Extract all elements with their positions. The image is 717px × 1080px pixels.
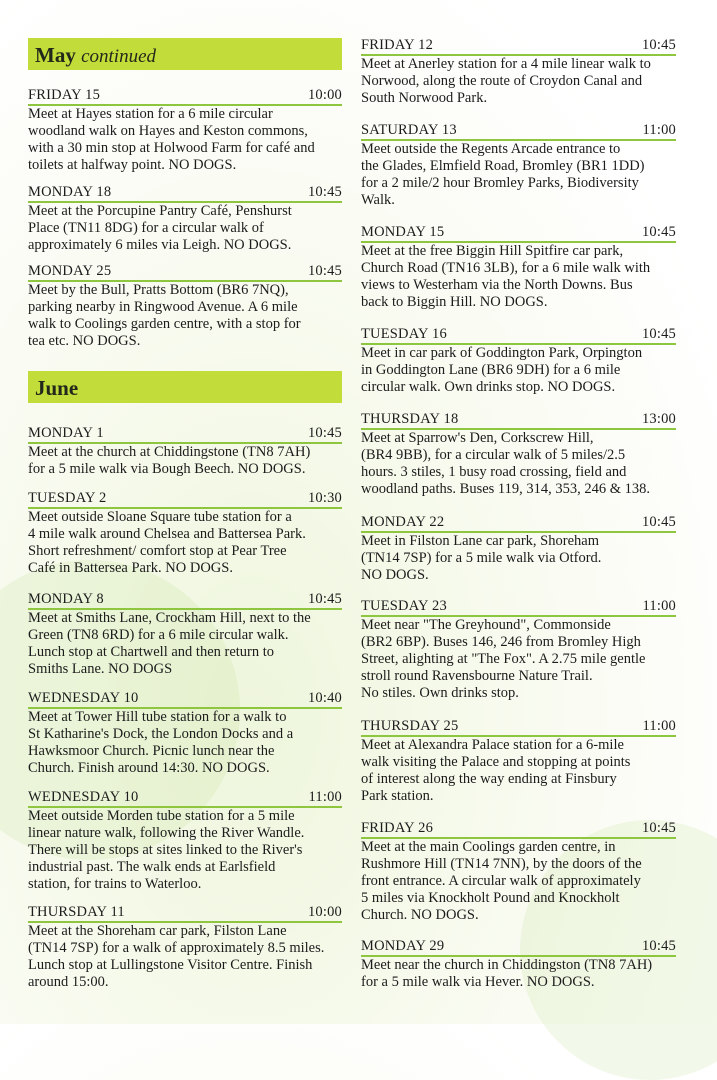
event-day: MONDAY 15 [361,224,445,240]
walk-event [361,718,676,805]
walk-event [28,184,342,254]
event-description: Meet at the free Biggin Hill Spitfire car park, Church Road (TN16 3LB), for a 6 mile walk with views to Westerham via the North Downs. Bus back to Biggin Hill. NO DOGS. [361,243,651,310]
event-description: Meet at the main Coolings garden centre, in Rushmore Hill (TN14 7NN), by the doors of the front entrance. A circular walk of approximately 5 miles via Knockholt Pound and Knockholt Church. NO DOGS. [361,839,642,923]
walk-event [28,425,342,478]
walk-event [28,263,342,350]
month-title: June [35,376,79,400]
walk-event [28,87,342,174]
event-day: FRIDAY 12 [361,37,434,53]
event-description: Meet at Sparrow's Den, Corkscrew Hill, (BR4 9BB), for a circular walk of 5 miles/2.5 hours. 3 stiles, 1 busy road crossing, field and woodland paths. Buses 119, 314, 353, 246 & 138. [361,430,651,497]
event-day: THURSDAY 18 [361,411,459,427]
event-day: MONDAY 1 [28,425,104,441]
event-day: THURSDAY 11 [28,904,125,920]
walk-event [361,122,676,209]
event-time: 10:45 [641,938,676,954]
event-description: Meet at Smiths Lane, Crockham Hill, next to the Green (TN8 6RD) for a 6 mile circular walk. Lunch stop at Chartwell and then return to Smiths Lane. NO DOGS [28,610,311,677]
event-time: 10:00 [307,904,342,920]
event-description: Meet at Alexandra Palace station for a 6-mile walk visiting the Palace and stopping at points of interest along the way ending at Finsbury Park station. [361,737,631,804]
event-time: 10:45 [307,425,342,441]
walk-event [28,490,342,577]
walk-event [361,598,676,702]
event-day: MONDAY 8 [28,591,104,607]
walk-event [28,904,342,991]
event-time: 10:45 [307,591,342,607]
event-description: Meet outside Morden tube station for a 5 mile linear nature walk, following the River Wandle. There will be stops at sites linked to the River's industrial past. The walk ends at Earlsfield station, for trains to Waterloo. [28,808,305,892]
walk-event [28,690,342,777]
month-banner-may [28,38,342,70]
walk-event [361,411,676,498]
event-time: 10:30 [307,490,342,506]
event-day: WEDNESDAY 10 [28,789,139,805]
event-description: Meet at Hayes station for a 6 mile circular woodland walk on Hayes and Keston commons, with a 30 min stop at Holwood Farm for café and toilets at halfway point. NO DOGS. [28,106,315,173]
event-description: Meet at the Porcupine Pantry Café, Penshurst Place (TN11 8DG) for a circular walk of approximately 6 miles via Leigh. NO DOGS. [28,203,292,253]
event-description: Meet at the church at Chiddingstone (TN8 7AH) for a 5 mile walk via Bough Beech. NO DOGS. [28,444,311,477]
walk-event [28,591,342,678]
event-day: MONDAY 29 [361,938,445,954]
event-description: Meet outside Sloane Square tube station for a 4 mile walk around Chelsea and Battersea Park. Short refreshment/ comfort stop at Pear Tree Café in Battersea Park. NO DOGS. [28,509,306,576]
event-day: MONDAY 18 [28,184,112,200]
event-day: FRIDAY 15 [28,87,101,103]
event-time: 10:45 [641,326,676,342]
event-day: WEDNESDAY 10 [28,690,139,706]
event-description: Meet at Anerley station for a 4 mile linear walk to Norwood, along the route of Croydon Canal and South Norwood Park. [361,56,651,106]
event-time: 10:45 [641,514,676,530]
event-time: 10:45 [641,820,676,836]
walk-event [361,938,676,991]
event-time: 11:00 [308,789,342,805]
event-description: Meet by the Bull, Pratts Bottom (BR6 7NQ), parking nearby in Ringwood Avenue. A 6 mile walk to Coolings garden centre, with a stop for tea etc. NO DOGS. [28,282,301,349]
event-time: 10:45 [641,37,676,53]
walk-event [361,224,676,311]
event-time: 10:00 [307,87,342,103]
walk-event [361,514,676,584]
event-time: 11:00 [642,598,676,614]
event-day: MONDAY 25 [28,263,112,279]
event-time: 10:40 [307,690,342,706]
event-day: FRIDAY 26 [361,820,434,836]
event-description: Meet near the church in Chiddingston (TN8 7AH) for a 5 mile walk via Hever. NO DOGS. [361,957,653,990]
walk-event [361,37,676,107]
walk-event [28,789,342,893]
event-day: TUESDAY 2 [28,490,107,506]
event-day: SATURDAY 13 [361,122,457,138]
event-description: Meet outside the Regents Arcade entrance to the Glades, Elmfield Road, Bromley (BR1 1DD) for a 2 mile/2 hour Bromley Parks, Biodiversity Walk. [361,141,645,208]
event-time: 11:00 [642,122,676,138]
event-description: Meet near "The Greyhound", Commonside (BR2 6BP). Buses 146, 246 from Bromley High Street, alighting at "The Fox". A 2.75 mile gentle stroll round Ravensbourne Nature Trail. No stiles. Own drinks stop. [361,617,646,701]
event-day: TUESDAY 16 [361,326,447,342]
event-time: 11:00 [642,718,676,734]
month-banner-june [28,371,342,403]
event-day: THURSDAY 25 [361,718,459,734]
walk-event [361,820,676,924]
event-day: MONDAY 22 [361,514,445,530]
event-day: TUESDAY 23 [361,598,447,614]
event-description: Meet at the Shoreham car park, Filston Lane (TN14 7SP) for a walk of approximately 8.5 miles. Lunch stop at Lullingstone Visitor Centre. Finish around 15:00. [28,923,325,990]
event-description: Meet in Filston Lane car park, Shoreham (TN14 7SP) for a 5 mile walk via Otford. NO DOGS. [361,533,602,583]
event-time: 10:45 [307,263,342,279]
walk-event [361,326,676,396]
event-time: 10:45 [641,224,676,240]
event-description: Meet at Tower Hill tube station for a walk to St Katharine's Dock, the London Docks and a Hawksmoor Church. Picnic lunch near the Church. Finish around 14:30. NO DOGS. [28,709,294,776]
month-title: May [35,43,76,67]
event-time: 13:00 [641,411,676,427]
event-time: 10:45 [307,184,342,200]
event-description: Meet in car park of Goddington Park, Orpington in Goddington Lane (BR6 9DH) for a 6 mile circular walk. Own drinks stop. NO DOGS. [361,345,643,395]
month-subtitle: continued [81,46,157,67]
